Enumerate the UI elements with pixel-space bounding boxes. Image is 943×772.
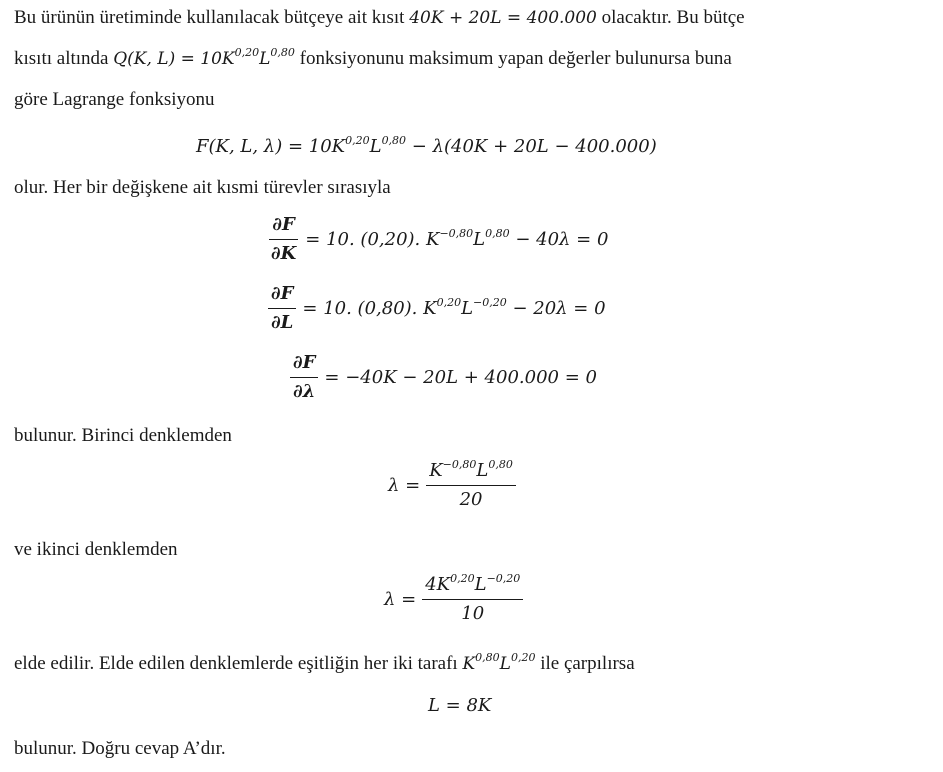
fraction <box>422 574 523 625</box>
exponent: 0,80 <box>475 651 500 664</box>
math-text: Q(K, L) = 10K <box>113 49 235 69</box>
text-line-3: göre Lagrange fonksiyonu <box>14 89 215 110</box>
exponent: −0,20 <box>473 295 507 309</box>
text: olacaktır. Bu bütçe <box>596 7 745 28</box>
equation-rhs <box>305 228 608 252</box>
math-text: λ = <box>384 588 417 610</box>
equation-rhs: = −40K − 20L + 400.000 = 0 <box>324 366 597 388</box>
math-text: − 20λ = 0 <box>506 297 606 319</box>
math-text: − λ(40K + 20L − 400.000) <box>406 136 657 157</box>
numerator <box>426 460 516 486</box>
text-line-4: olur. Her bir değişkene ait kısmi türevler sırasıyla <box>14 177 391 198</box>
exponent: 0,80 <box>381 134 407 147</box>
text: ile çarpılırsa <box>535 653 635 674</box>
equation-rhs <box>302 297 605 321</box>
fraction <box>268 283 296 334</box>
exponent: 0,20 <box>234 46 260 59</box>
numerator: ∂F <box>268 283 296 309</box>
numerator: ∂F <box>290 352 318 378</box>
denominator: 20 <box>459 489 483 510</box>
denominator: ∂K <box>271 243 297 264</box>
production-function-math <box>113 46 295 69</box>
text-line-5: bulunur. Birinci denklemden <box>14 425 232 446</box>
math-text: 4K <box>425 574 451 595</box>
exponent: 0,20 <box>345 134 370 147</box>
result-equation: L = 8K <box>428 695 492 716</box>
text-line-6: ve ikinci denklemden <box>14 539 178 560</box>
denominator: ∂L <box>271 312 294 333</box>
denominator: ∂λ <box>293 381 316 402</box>
math-text: λ = <box>388 474 421 496</box>
math-text: L <box>461 297 474 319</box>
lagrange-equation <box>196 135 657 159</box>
exponent: 0,80 <box>270 46 295 59</box>
text: fonksiyonunu maksimum yapan değerler bulunursa buna <box>294 48 732 69</box>
math-text: L <box>474 574 487 595</box>
text: kısıtı altında <box>14 48 114 69</box>
fraction <box>268 214 299 265</box>
budget-constraint-math: 40K + 20L = 400.000 <box>409 8 597 28</box>
text-line-8: bulunur. Doğru cevap A’dır. <box>14 738 226 759</box>
math-text: = 10. (0,20). K <box>305 228 440 250</box>
math-text: L <box>369 136 382 157</box>
text-line-2 <box>14 47 732 71</box>
exponent: −0,80 <box>439 226 474 240</box>
math-text: = 10. (0,80). K <box>302 297 437 319</box>
math-text: K <box>429 460 443 481</box>
text: elde edilir. Elde edilen denklemlerde eşitliğin her iki tarafı <box>14 653 463 674</box>
multiplier-math <box>462 651 536 674</box>
lambda-equation-2 <box>384 574 529 625</box>
exponent: 0,80 <box>488 458 513 471</box>
exponent: −0,80 <box>442 458 477 471</box>
fraction <box>426 460 516 511</box>
text-line-1 <box>14 6 745 30</box>
math-text: − 40λ = 0 <box>509 228 609 250</box>
partial-derivative-lambda <box>290 352 597 403</box>
lambda-equation-1 <box>388 460 522 511</box>
numerator: ∂F <box>269 214 297 240</box>
math-text: L <box>259 49 271 69</box>
text: Bu ürünün üretiminde kullanılacak bütçeye ait kısıt <box>14 7 410 28</box>
exponent: 0,80 <box>485 226 510 240</box>
math-text: L <box>473 228 486 250</box>
math-text: L <box>499 654 511 674</box>
exponent: 0,20 <box>436 295 462 309</box>
partial-derivative-k <box>268 214 608 265</box>
denominator: 10 <box>461 603 485 624</box>
exponent: −0,20 <box>486 572 521 585</box>
text-line-7 <box>14 652 635 676</box>
math-text: F(K, L, λ) = 10K <box>196 136 346 157</box>
numerator <box>422 574 523 600</box>
exponent: 0,20 <box>450 572 475 585</box>
math-text: L <box>476 460 489 481</box>
fraction <box>290 352 318 403</box>
math-text: K <box>462 654 476 674</box>
partial-derivative-l <box>268 283 606 334</box>
exponent: 0,20 <box>510 651 536 664</box>
